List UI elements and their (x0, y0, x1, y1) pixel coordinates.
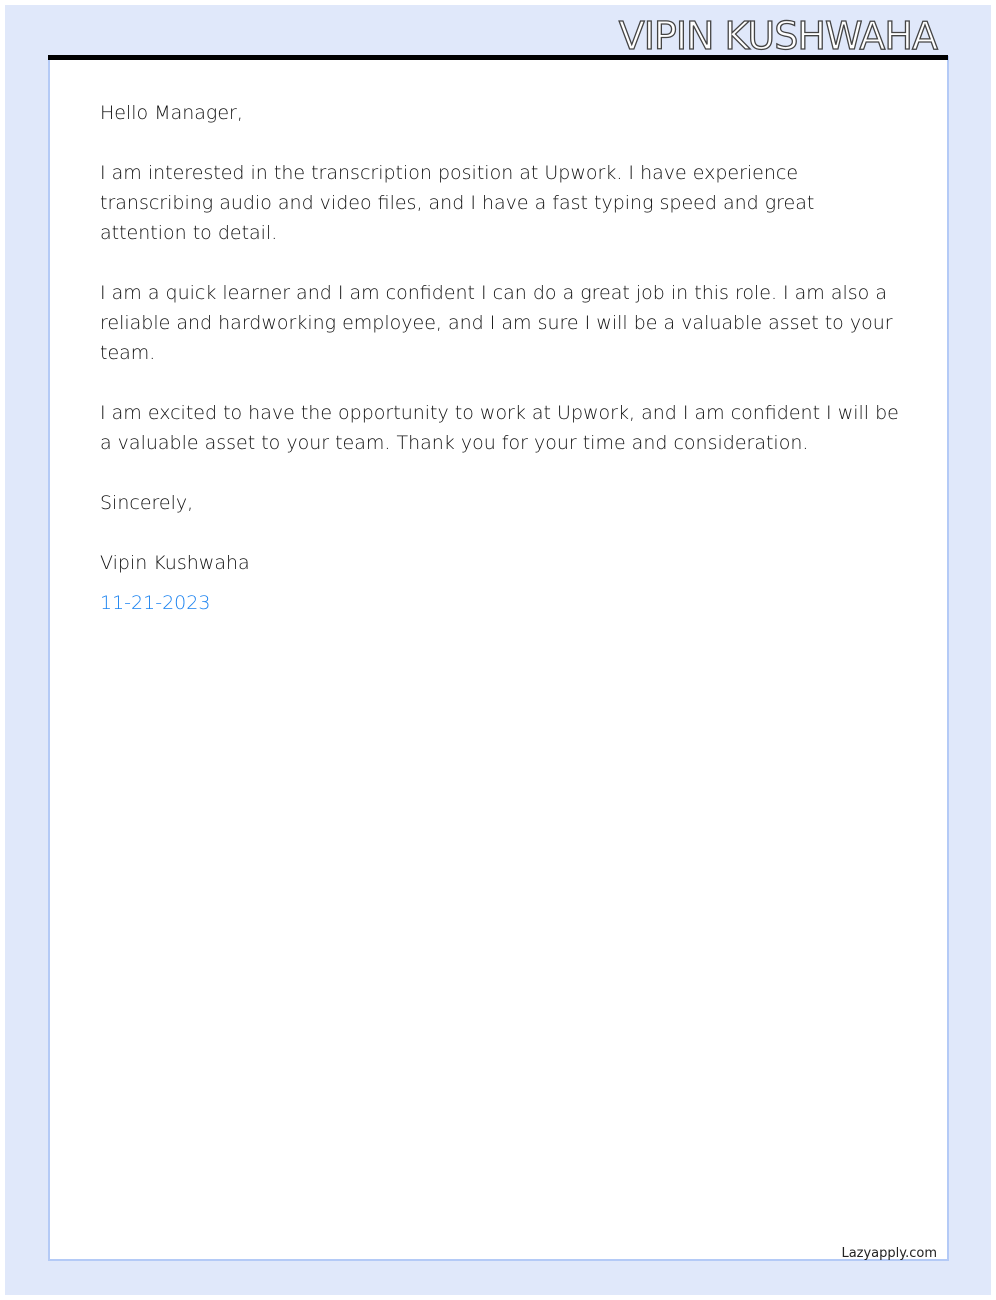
letter-body (100, 98, 900, 618)
letter-date: 11-21-2023 (100, 592, 211, 614)
footer-brand: Lazyapply.com (841, 1246, 937, 1261)
greeting: Hello Manager, (100, 102, 243, 124)
signature: Vipin Kushwaha (100, 552, 250, 574)
closing: Sincerely, (100, 492, 194, 514)
paragraph-1: I am interested in the transcription position at Upwork. I have experience transcribing audio and video files, and I have a fast typing speed and great attention to detail. (100, 162, 815, 244)
paragraph-3: I am excited to have the opportunity to work at Upwork, and I am confident I will be a valuable asset to your team. Thank you for your time and consideration. (100, 402, 899, 454)
applicant-name: VIPIN KUSHWAHA (618, 14, 937, 58)
paragraph-2: I am a quick learner and I am confident I can do a great job in this role. I am also a reliable and hardworking employee, and I am sure I will be a valuable asset to your team. (100, 282, 893, 364)
